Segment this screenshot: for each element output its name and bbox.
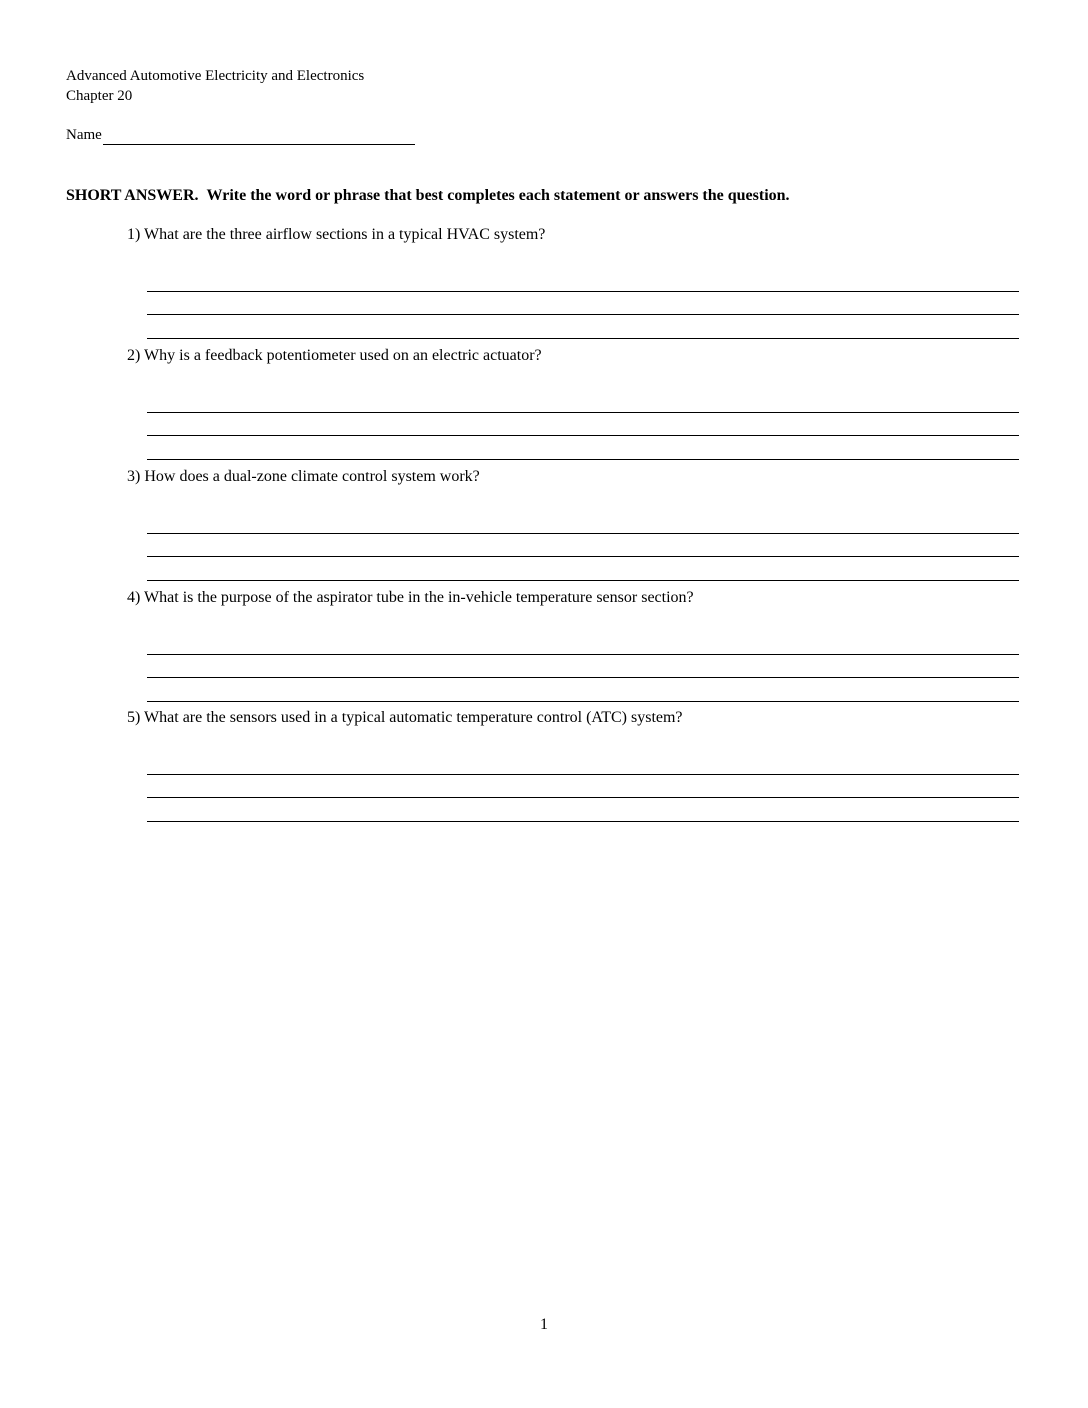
question-2: [127, 345, 1020, 367]
question-4: [127, 587, 1020, 609]
question-5: [127, 707, 1020, 729]
answer-line[interactable]: [147, 797, 1019, 798]
question-text: What are the three airflow sections in a typical HVAC system?: [144, 226, 546, 243]
answer-line[interactable]: [147, 821, 1019, 822]
answer-line[interactable]: [147, 338, 1019, 339]
question-1: [127, 224, 1020, 246]
answer-line[interactable]: [147, 291, 1019, 292]
question-text: Why is a feedback potentiometer used on an electric actuator?: [144, 347, 542, 364]
question-number: 5): [127, 709, 141, 726]
answer-line[interactable]: [147, 774, 1019, 775]
instructions: [66, 185, 790, 207]
question-number: 1): [127, 226, 141, 243]
question-prompt: [127, 466, 1020, 488]
answer-line[interactable]: [147, 435, 1019, 436]
answer-line[interactable]: [147, 654, 1019, 655]
name-label: Name: [66, 127, 102, 143]
question-prompt: [127, 587, 1020, 609]
answer-line[interactable]: [147, 314, 1019, 315]
question-prompt: [127, 224, 1020, 246]
answer-line[interactable]: [147, 580, 1019, 581]
course-title: Advanced Automotive Electricity and Electronics: [66, 68, 365, 84]
name-blank-line[interactable]: [103, 126, 415, 145]
page-number: 1: [540, 1316, 548, 1333]
instructions-text: Write the word or phrase that best completes each statement or answers the question.: [206, 187, 790, 204]
question-number: 4): [127, 589, 141, 606]
question-prompt: [127, 707, 1020, 729]
question-number: 3): [127, 468, 141, 485]
name-field-row: [66, 125, 415, 145]
instructions-heading: SHORT ANSWER.: [66, 187, 199, 204]
answer-line[interactable]: [147, 533, 1019, 534]
answer-line[interactable]: [147, 459, 1019, 460]
question-prompt: [127, 345, 1020, 367]
question-text: How does a dual-zone climate control system work?: [144, 468, 480, 485]
question-text: What is the purpose of the aspirator tube in the in-vehicle temperature sensor section?: [144, 589, 694, 606]
answer-line[interactable]: [147, 556, 1019, 557]
chapter-label: Chapter 20: [66, 88, 133, 104]
question-3: [127, 466, 1020, 488]
answer-line[interactable]: [147, 677, 1019, 678]
answer-line[interactable]: [147, 701, 1019, 702]
answer-line[interactable]: [147, 412, 1019, 413]
question-text: What are the sensors used in a typical automatic temperature control (ATC) system?: [144, 709, 683, 726]
question-number: 2): [127, 347, 141, 364]
